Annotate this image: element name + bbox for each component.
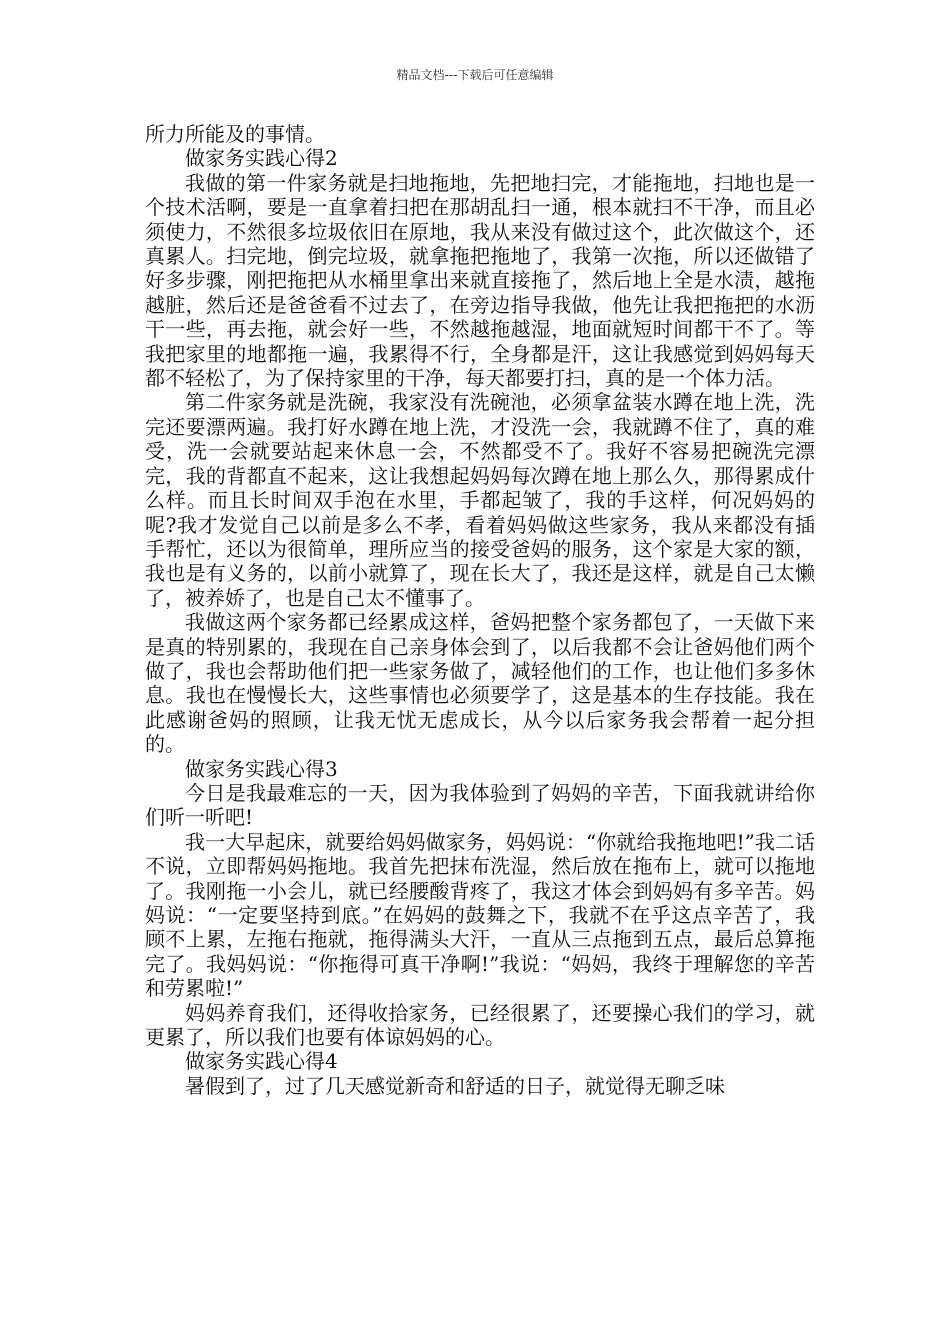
paragraph: 今日是我最难忘的一天，因为我体验到了妈妈的辛苦，下面我就讲给你们听一听吧! [145, 780, 815, 830]
paragraph: 第二件家务就是洗碗，我家没有洗碗池，必须拿盆装水蹲在地上洗，洗完还要漂两遍。我打好水蹲在地上洗，才没洗一会，我就蹲不住了，真的难受，洗一会就要站起来休息一会，不然都受不了。我好不容易把碗洗完漂完，我的背都直不起来，这让我想起妈妈每次蹲在地上那么久，那得累成什么样。而且长时间双手泡在水里，手都起皱了，我的手这样，何况妈妈的呢?我才发觉自己以前是多么不孝，看着妈妈做这些家务，我从来都没有插手帮忙，还以为很简单，理所应当的接受爸妈的服务，这个家是大家的额，我也是有义务的，以前小就算了，现在长大了，我还是这样，就是自己太懒了，被养娇了，也是自己太不懂事了。 [145, 390, 815, 610]
page-header: 精品文档---下载后可任意编辑 [396, 68, 554, 82]
paragraph: 做家务实践心得4 [185, 1049, 338, 1074]
paragraph: 做家务实践心得2 [185, 146, 338, 171]
paragraph: 妈妈养育我们，还得收拾家务，已经很累了，还要操心我们的学习，就更累了，所以我们也要有体谅妈妈的心。 [145, 1000, 815, 1050]
paragraph: 暑假到了，过了几天感觉新奇和舒适的日子，就觉得无聊乏味 [185, 1073, 725, 1098]
paragraph: 我一大早起床，就要给妈妈做家务，妈妈说：“你就给我拖地吧!”我二话不说，立即帮妈妈拖地。我首先把抹布洗湿，然后放在拖布上，就可以拖地了。我刚拖一小会儿，就已经腰酸背疼了，我这才体会到妈妈有多辛苦。妈妈说：“一定要坚持到底。”在妈妈的鼓舞之下，我就不在乎这点辛苦了，我顾不上累，左拖右拖就，拖得满头大汗，一直从三点拖到五点，最后总算拖完了。我妈妈说：“你拖得可真干净啊!”我说：“妈妈，我终于理解您的辛苦和劳累啦!” [145, 829, 815, 1001]
paragraph: 做家务实践心得3 [185, 756, 338, 781]
paragraph: 我做的第一件家务就是扫地拖地，先把地扫完，才能拖地，扫地也是一个技术活啊，要是一直拿着扫把在那胡乱扫一通，根本就扫不干净，而且必须使力，不然很多垃圾依旧在原地，我从来没有做过这个，此次做这个，还真累人。扫完地，倒完垃圾，就拿拖把拖地了，我第一次拖，所以还做错了好多步骤，刚把拖把从水桶里拿出来就直接拖了，然后地上全是水渍，越拖越脏，然后还是爸爸看不过去了，在旁边指导我做，他先让我把拖把的水沥干一些，再去拖，就会好一些，不然越拖越湿，地面就短时间都干不了。等我把家里的地都拖一遍，我累得不行，全身都是汗，这让我感觉到妈妈每天都不轻松了，为了保持家里的干净，每天都要打扫，真的是一个体力活。 [145, 170, 815, 391]
document-body [145, 122, 815, 1098]
paragraph: 我做这两个家务都已经累成这样，爸妈把整个家务都包了，一天做下来是真的特别累的，我现在自己亲身体会到了，以后我都不会让爸妈他们两个做了，我也会帮助他们把一些家务做了，减轻他们的工作，也让他们多多休息。我也在慢慢长大，这些事情也必须要学了，这是基本的生存技能。我在此感谢爸妈的照顾，让我无忧无虑成长，从今以后家务我会帮着一起分担的。 [145, 610, 815, 757]
paragraph: 所力所能及的事情。 [145, 122, 325, 146]
